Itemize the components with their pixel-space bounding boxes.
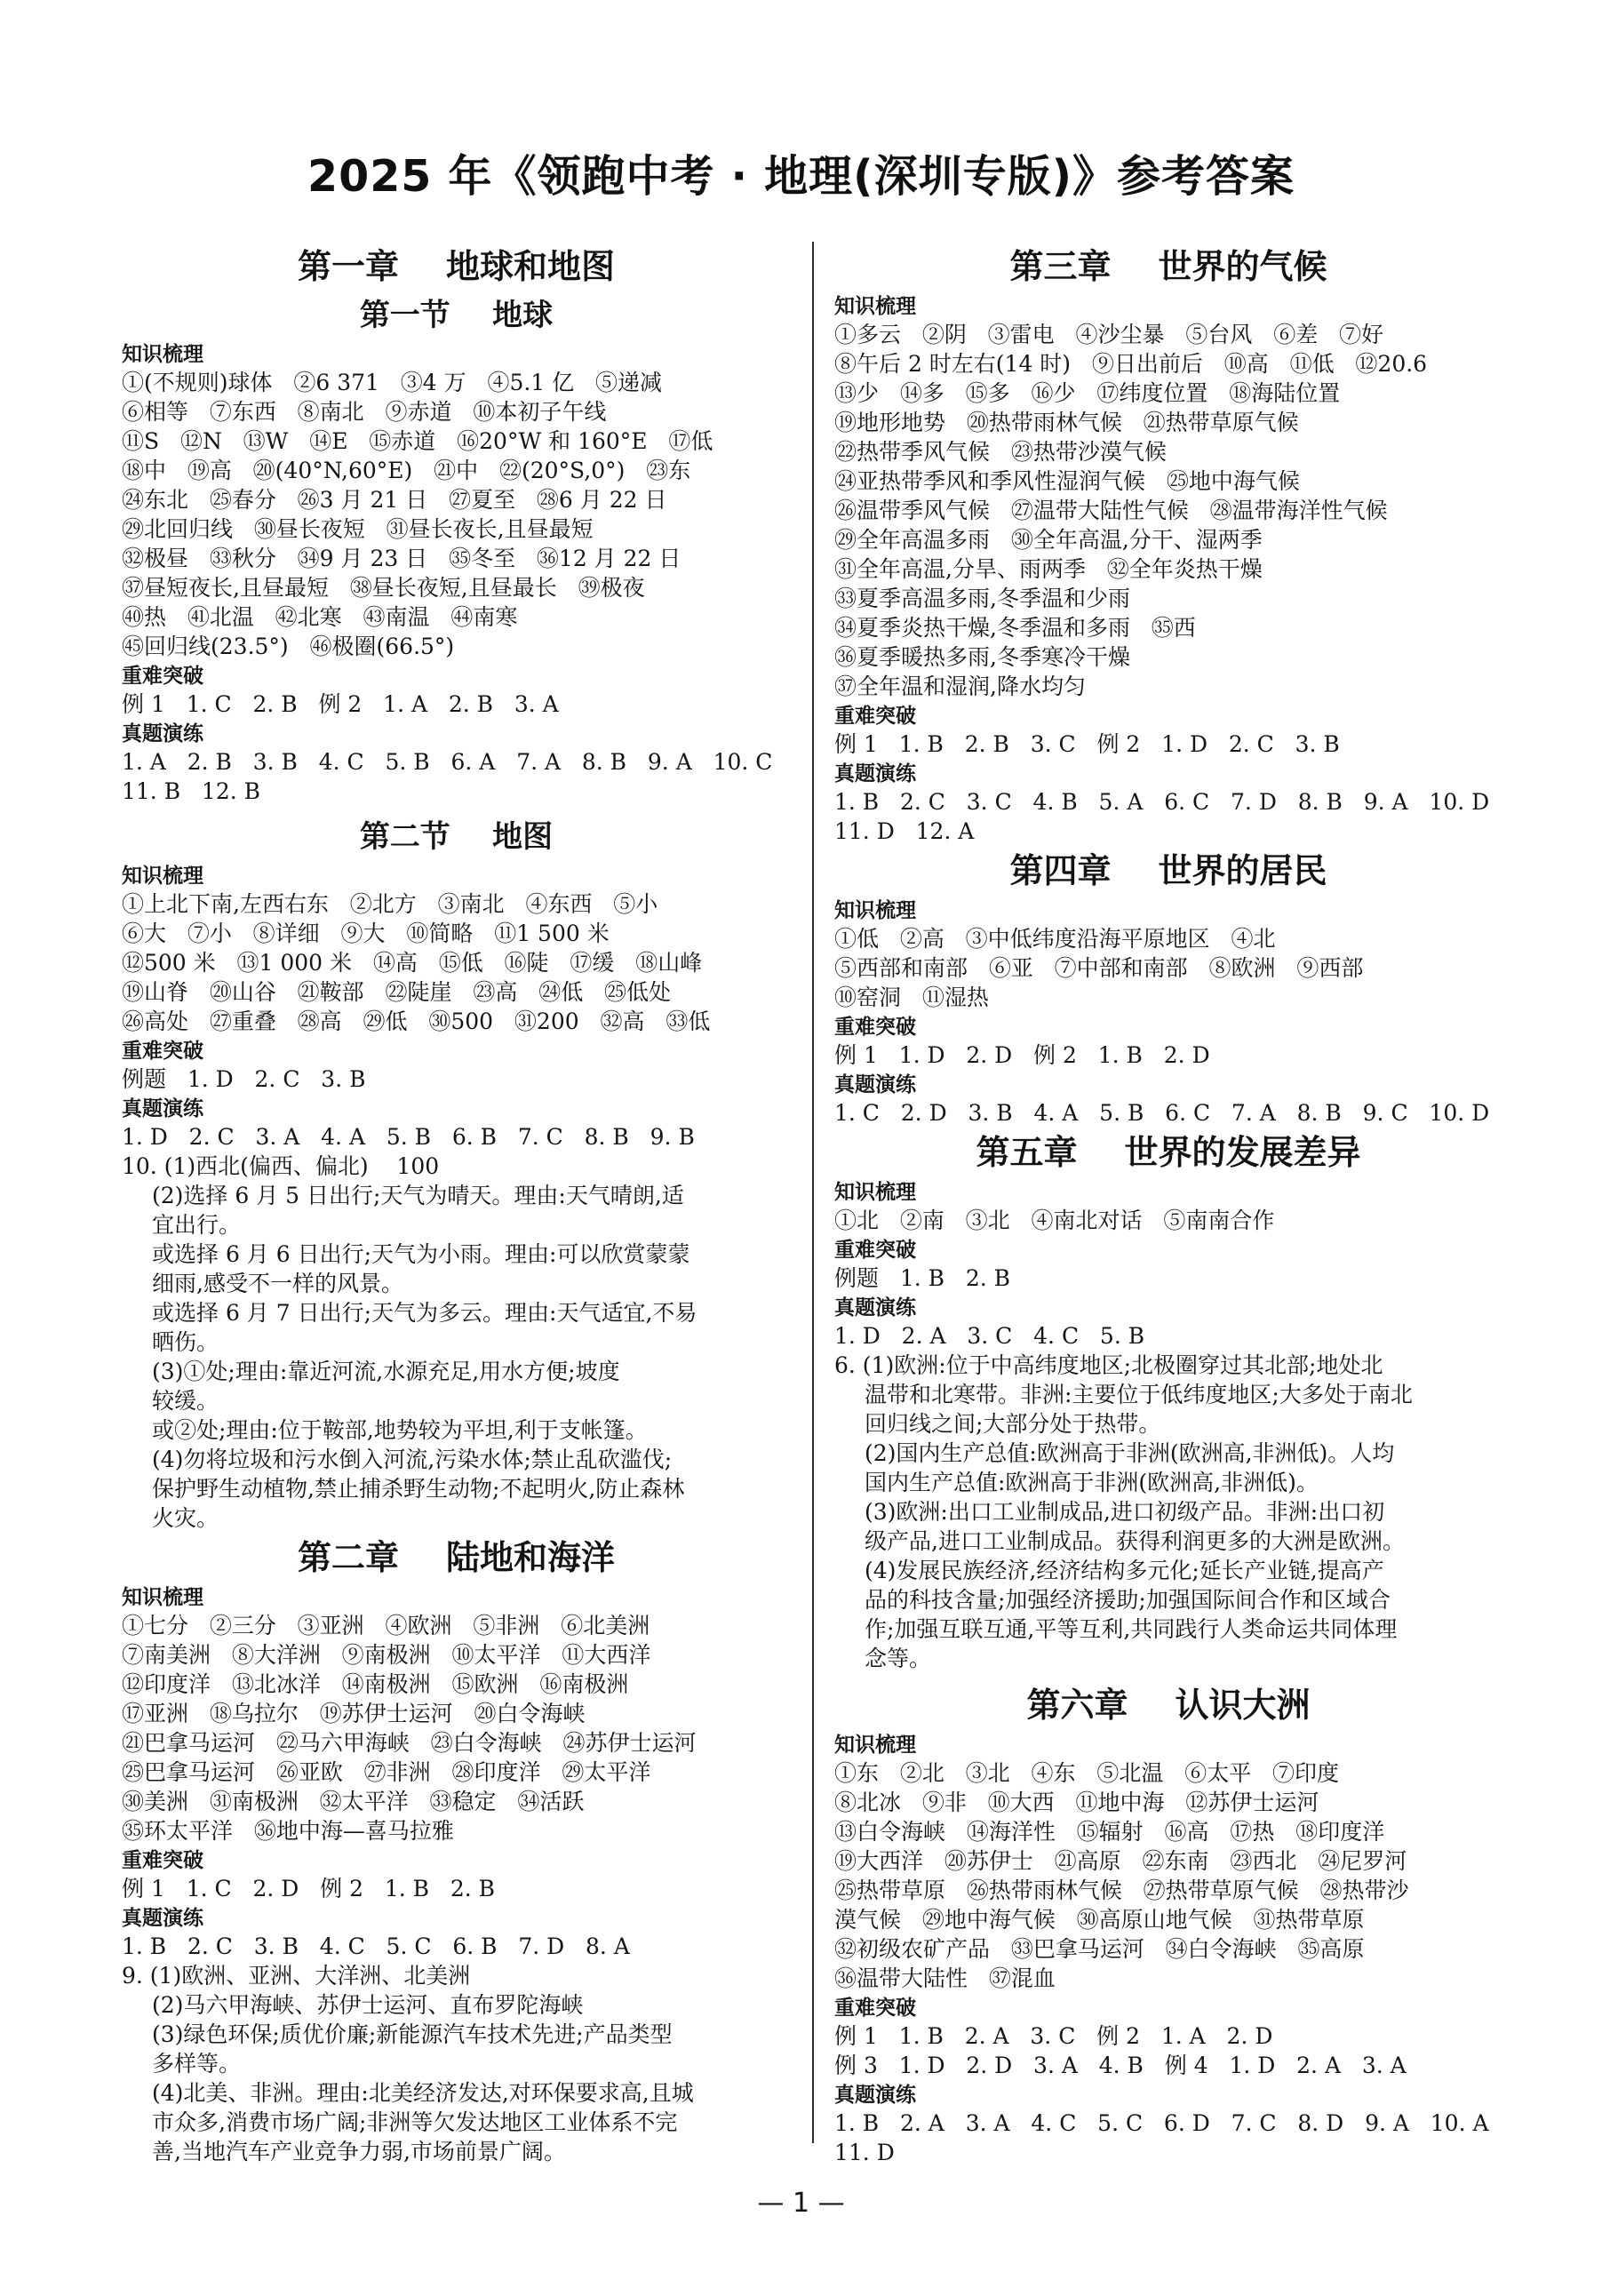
answer-line: (3)①处;理由:靠近河流,水源充足,用水方便;坡度 (152, 1359, 620, 1384)
practice-answers: 1. B 2. C 3. B 4. C 5. C 6. B 7. D 8. A (122, 1933, 630, 1959)
practice-answers: 9. (1)欧洲、亚洲、大洋洲、北美洲 (122, 1963, 471, 1989)
answer-line: 市众多,消费市场广阔;非洲等欠发达地区工业体系不完 (152, 2109, 678, 2135)
practice-answers: 1. D 2. A 3. C 4. C 5. B (834, 1323, 1145, 1349)
answer-line: ①(不规则)球体 ②6 371 ③4 万 ④5.1 亿 ⑤递减 (122, 370, 662, 395)
answer-line: ㉝夏季高温多雨,冬季温和少雨 (834, 586, 1130, 611)
answer-line: ㉚美洲 ㉛南极洲 ㉜太平洋 ㉝稳定 ㉞活跃 (122, 1789, 585, 1814)
answer-line: 细雨,感受不一样的风景。 (152, 1271, 403, 1296)
chapter-3-title: 第三章 世界的气候 (1009, 247, 1327, 286)
answer-line: 回归线之间;大部分处于热带。 (865, 1411, 1161, 1437)
answer-line: ⑬少 ⑭多 ⑮多 ⑯少 ⑰纬度位置 ⑱海陆位置 (834, 380, 1341, 406)
knowledge-label: 知识梳理 (834, 295, 916, 318)
practice-answers: 1. B 2. C 3. C 4. B 5. A 6. C 7. D 8. B 9. A 10. D (834, 789, 1490, 815)
practice-label: 真题演练 (122, 1097, 203, 1120)
chapter-4-title: 第四章 世界的居民 (1009, 851, 1327, 890)
key-label: 重难突破 (122, 665, 203, 688)
answer-line: ⑪S ⑫N ⑬W ⑭E ⑮赤道 ⑯20°W 和 160°E ⑰低 (122, 428, 713, 454)
right-column (834, 242, 1502, 2167)
answer-line: 念等。 (865, 1646, 932, 1671)
answer-line: 多样等。 (152, 2051, 242, 2077)
answer-line: 或②处;理由:位于鞍部,地势较为平坦,利于支帐篷。 (152, 1417, 648, 1443)
practice-label: 真题演练 (834, 762, 916, 785)
answer-line: ①多云 ②阴 ③雷电 ④沙尘暴 ⑤台风 ⑥差 ⑦好 (834, 322, 1384, 347)
key-label: 重难突破 (834, 1016, 916, 1039)
answer-line: ㉞夏季炎热干燥,冬季温和多雨 ㉟西 (834, 615, 1196, 641)
answer-line: 品的科技含量;加强经济援助;加强国际间合作和区域合 (865, 1587, 1391, 1613)
answer-line: 火灾。 (152, 1505, 219, 1531)
practice-label: 真题演练 (122, 722, 203, 745)
answer-line: (2)马六甲海峡、苏伊士运河、直布罗陀海峡 (152, 1992, 584, 2018)
practice-label: 真题演练 (834, 2084, 916, 2107)
practice-answers: 11. D 12. A (834, 818, 975, 844)
practice-answers: 1. A 2. B 3. B 4. C 5. B 6. A 7. A 8. B 9. A 10. C (122, 749, 773, 775)
answer-line: (2)国内生产总值:欧洲高于非洲(欧洲高,非洲低)。人均 (865, 1440, 1395, 1466)
chapter-1-title: 第一章 地球和地图 (298, 247, 615, 286)
knowledge-label: 知识梳理 (834, 899, 916, 922)
answer-line: 漠气候 ㉙地中海气候 ㉚高原山地气候 ㉛热带草原 (834, 1907, 1365, 1933)
page-number: — 1 — (757, 2188, 845, 2219)
key-label: 重难突破 (834, 1997, 916, 2020)
practice-label: 真题演练 (834, 1073, 916, 1096)
answer-line: 较缓。 (152, 1388, 219, 1414)
practice-answers: 1. B 2. A 3. A 4. C 5. C 6. D 7. C 8. D 9. A 10. A (834, 2110, 1489, 2136)
practice-label: 真题演练 (122, 1907, 203, 1930)
key-answers: 例 1 1. C 2. B 例 2 1. A 2. B 3. A (122, 691, 559, 717)
key-answers: 例 1 1. C 2. D 例 2 1. B 2. B (122, 1876, 496, 1901)
answer-line: ⑦南美洲 ⑧大洋洲 ⑨南极洲 ⑩太平洋 ⑪大西洋 (122, 1642, 651, 1668)
answer-line: ⑬白令海峡 ⑭海洋性 ⑮辐射 ⑯高 ⑰热 ⑱印度洋 (834, 1819, 1385, 1845)
answer-line: ㉒热带季风气候 ㉓热带沙漠气候 (834, 439, 1167, 465)
key-answers: 例题 1. D 2. C 3. B (122, 1066, 366, 1092)
answer-line: ⑥大 ⑦小 ⑧详细 ⑨大 ⑩简略 ⑪1 500 米 (122, 921, 610, 946)
answer-line: ㊱温带大陆性 ㊲混血 (834, 1965, 1056, 1991)
answer-line: (3)欧洲:出口工业制成品,进口初级产品。非洲:出口初 (865, 1499, 1385, 1525)
answer-line: ⑥相等 ⑦东西 ⑧南北 ⑨赤道 ⑩本初子午线 (122, 399, 607, 425)
practice-answers: 10. (1)西北(偏西、偏北) 100 (122, 1153, 440, 1179)
answer-line: 国内生产总值:欧洲高于非洲(欧洲高,非洲低)。 (865, 1470, 1319, 1495)
answer-line: 作;加强互联互通,平等互利,共同践行人类命运共同体理 (865, 1616, 1398, 1642)
answer-line: ㊲全年温和湿润,降水均匀 (834, 674, 1086, 699)
knowledge-answers (122, 368, 791, 661)
answer-line: ①低 ②高 ③中低纬度沿海平原地区 ④北 (834, 926, 1276, 952)
answer-line: ⑲地形地势 ⑳热带雨林气候 ㉑热带草原气候 (834, 410, 1299, 435)
page-title: 2025 年《领跑中考 · 地理(深圳专版)》参考答案 (307, 151, 1295, 202)
answer-line: ⑤西部和南部 ⑥亚 ⑦中部和南部 ⑧欧洲 ⑨西部 (834, 955, 1364, 981)
key-label: 重难突破 (834, 1239, 916, 1262)
key-label: 重难突破 (122, 1040, 203, 1063)
answer-line: ㉑巴拿马运河 ㉒马六甲海峡 ㉓白令海峡 ㉔苏伊士运河 (122, 1730, 697, 1756)
key-answers: 例 1 1. B 2. B 3. C 例 2 1. D 2. C 3. B (834, 731, 1340, 757)
answer-line: (4)发展民族经济,经济结构多元化;延长产业链,提高产 (865, 1558, 1384, 1583)
answer-line: ㊺回归线(23.5°) ㊻极圈(66.5°) (122, 634, 455, 659)
practice-answers: 1. C 2. D 3. B 4. A 5. B 6. C 7. A 8. B 9. C 10. D (834, 1100, 1490, 1126)
answer-line: ㊵热 ㊶北温 ㊷北寒 ㊸南温 ㊹南寒 (122, 604, 518, 630)
section-1-title: 第一节 地球 (359, 298, 554, 333)
answer-line: ㉙全年高温多雨 ㉚全年高温,分干、湿两季 (834, 527, 1263, 553)
knowledge-label: 知识梳理 (122, 865, 203, 888)
answer-line: ㉕巴拿马运河 ㉖亚欧 ㉗非洲 ㉘印度洋 ㉙太平洋 (122, 1759, 651, 1785)
answer-line: ㉛全年高温,分旱、雨两季 ㉜全年炎热干燥 (834, 556, 1263, 582)
answer-line: ⑲大西洋 ⑳苏伊士 ㉑高原 ㉒东南 ㉓西北 ㉔尼罗河 (834, 1848, 1407, 1874)
practice-answers: 11. D (834, 2140, 895, 2165)
key-answers: 例 1 1. B 2. A 3. C 例 2 1. A 2. D (834, 2023, 1273, 2049)
answer-line: ㉙北回归线 ㉚昼长夜短 ㉛昼长夜长,且昼最短 (122, 516, 594, 542)
answer-line: ⑩窑洞 ⑪湿热 (834, 985, 989, 1010)
answer-line: (2)选择 6 月 5 日出行;天气为晴天。理由:天气晴朗,适 (152, 1183, 684, 1208)
answer-line: ㉕热带草原 ㉖热带雨林气候 ㉗热带草原气候 ㉘热带沙 (834, 1877, 1409, 1903)
practice-label: 真题演练 (834, 1296, 916, 1319)
practice-answers: 6. (1)欧洲:位于中高纬度地区;北极圈穿过其北部;地处北 (834, 1352, 1383, 1378)
answer-line: ⑱中 ⑲高 ⑳(40°N,60°E) ㉑中 ㉒(20°S,0°) ㉓东 (122, 458, 691, 483)
answer-line: ⑧北冰 ⑨非 ⑩大西 ⑪地中海 ⑫苏伊士运河 (834, 1790, 1319, 1815)
answer-line: 晒伤。 (152, 1329, 219, 1355)
practice-answers: 11. B 12. B (122, 778, 260, 804)
answer-line: ①七分 ②三分 ③亚洲 ④欧洲 ⑤非洲 ⑥北美洲 (122, 1613, 650, 1638)
answer-line: ⑰亚洲 ⑱乌拉尔 ⑲苏伊士运河 ⑳白令海峡 (122, 1701, 586, 1726)
answer-line: (4)北美、非洲。理由:北美经济发达,对环保要求高,且城 (152, 2080, 694, 2106)
answer-line: ①上北下南,左西右东 ②北方 ③南北 ④东西 ⑤小 (122, 891, 658, 917)
answer-line: 或选择 6 月 7 日出行;天气为多云。理由:天气适宜,不易 (152, 1300, 697, 1326)
answer-line: ㉟环太平洋 ㊱地中海—喜马拉雅 (122, 1818, 454, 1844)
answer-line: 温带和北寒带。非洲:主要位于低纬度地区;大多处于南北 (865, 1382, 1413, 1407)
key-answers: 例 3 1. D 2. D 3. A 4. B 例 4 1. D 2. A 3. A (834, 2053, 1407, 2078)
chapter-5-title: 第五章 世界的发展差异 (976, 1133, 1361, 1172)
answer-line: ㊱夏季暖热多雨,冬季寒冷干燥 (834, 644, 1130, 670)
key-label: 重难突破 (122, 1849, 203, 1872)
answer-line: 保护野生动植物,禁止捕杀野生动物;不起明火,防止森林 (152, 1476, 685, 1502)
answer-line: 级产品,进口工业制成品。获得利润更多的大洲是欧洲。 (865, 1528, 1405, 1554)
knowledge-label: 知识梳理 (834, 1734, 916, 1757)
answer-line: ①北 ②南 ③北 ④南北对话 ⑤南南合作 (834, 1208, 1275, 1233)
key-answers: 例 1 1. D 2. D 例 2 1. B 2. D (834, 1042, 1210, 1068)
answer-line: 宜出行。 (152, 1212, 242, 1238)
answer-line: 善,当地汽车产业竞争力弱,市场前景广阔。 (152, 2139, 566, 2164)
answer-line: (4)勿将垃圾和污水倒入河流,污染水体;禁止乱砍滥伐; (152, 1447, 673, 1472)
answer-line: ㉔亚热带季风和季风性湿润气候 ㉕地中海气候 (834, 468, 1300, 494)
answer-line: ㊲昼短夜长,且昼最短 ㊳昼长夜短,且昼最长 ㊴极夜 (122, 575, 645, 601)
answer-line: ⑧午后 2 时左右(14 时) ⑨日出前后 ⑩高 ⑪低 ⑫20.6 (834, 351, 1428, 377)
answer-line: ①东 ②北 ③北 ④东 ⑤北温 ⑥太平 ⑦印度 (834, 1760, 1340, 1786)
answer-line: ㉖高处 ㉗重叠 ㉘高 ㉙低 ㉚500 ㉛200 ㉜高 ㉝低 (122, 1008, 711, 1034)
column-divider (812, 242, 814, 2143)
practice-answers: 1. D 2. C 3. A 4. A 5. B 6. B 7. C 8. B 9. B (122, 1124, 695, 1150)
answer-line: ⑫印度洋 ⑬北冰洋 ⑭南极洲 ⑮欧洲 ⑯南极洲 (122, 1671, 629, 1697)
answer-line: ㉜极昼 ㉝秋分 ㉞9 月 23 日 ㉟冬至 ㊱12 月 22 日 (122, 546, 681, 571)
answer-line: (3)绿色环保;质优价廉;新能源汽车技术先进;产品类型 (152, 2021, 673, 2047)
key-label: 重难突破 (834, 705, 916, 728)
answer-line: ㉔东北 ㉕春分 ㉖3 月 21 日 ㉗夏至 ㉘6 月 22 日 (122, 487, 667, 513)
answer-line: 或选择 6 月 6 日出行;天气为小雨。理由:可以欣赏蒙蒙 (152, 1241, 690, 1267)
key-answers: 例题 1. B 2. B (834, 1265, 1011, 1291)
knowledge-label: 知识梳理 (122, 343, 203, 366)
knowledge-label: 知识梳理 (122, 1586, 203, 1609)
answer-line: ㉜初级农矿产品 ㉝巴拿马运河 ㉞白令海峡 ㉟高原 (834, 1936, 1365, 1962)
answer-line: ⑫500 米 ⑬1 000 米 ⑭高 ⑮低 ⑯陡 ⑰缓 ⑱山峰 (122, 950, 703, 976)
chapter-6-title: 第六章 认识大洲 (1026, 1686, 1311, 1725)
section-2-title: 第二节 地图 (359, 819, 554, 855)
knowledge-label: 知识梳理 (834, 1181, 916, 1204)
chapter-2-title: 第二章 陆地和海洋 (298, 1538, 615, 1577)
answer-line: ⑲山脊 ⑳山谷 ㉑鞍部 ㉒陡崖 ㉓高 ㉔低 ㉕低处 (122, 979, 672, 1005)
answer-line: ㉖温带季风气候 ㉗温带大陆性气候 ㉘温带海洋性气候 (834, 498, 1388, 523)
left-column (122, 242, 791, 2166)
